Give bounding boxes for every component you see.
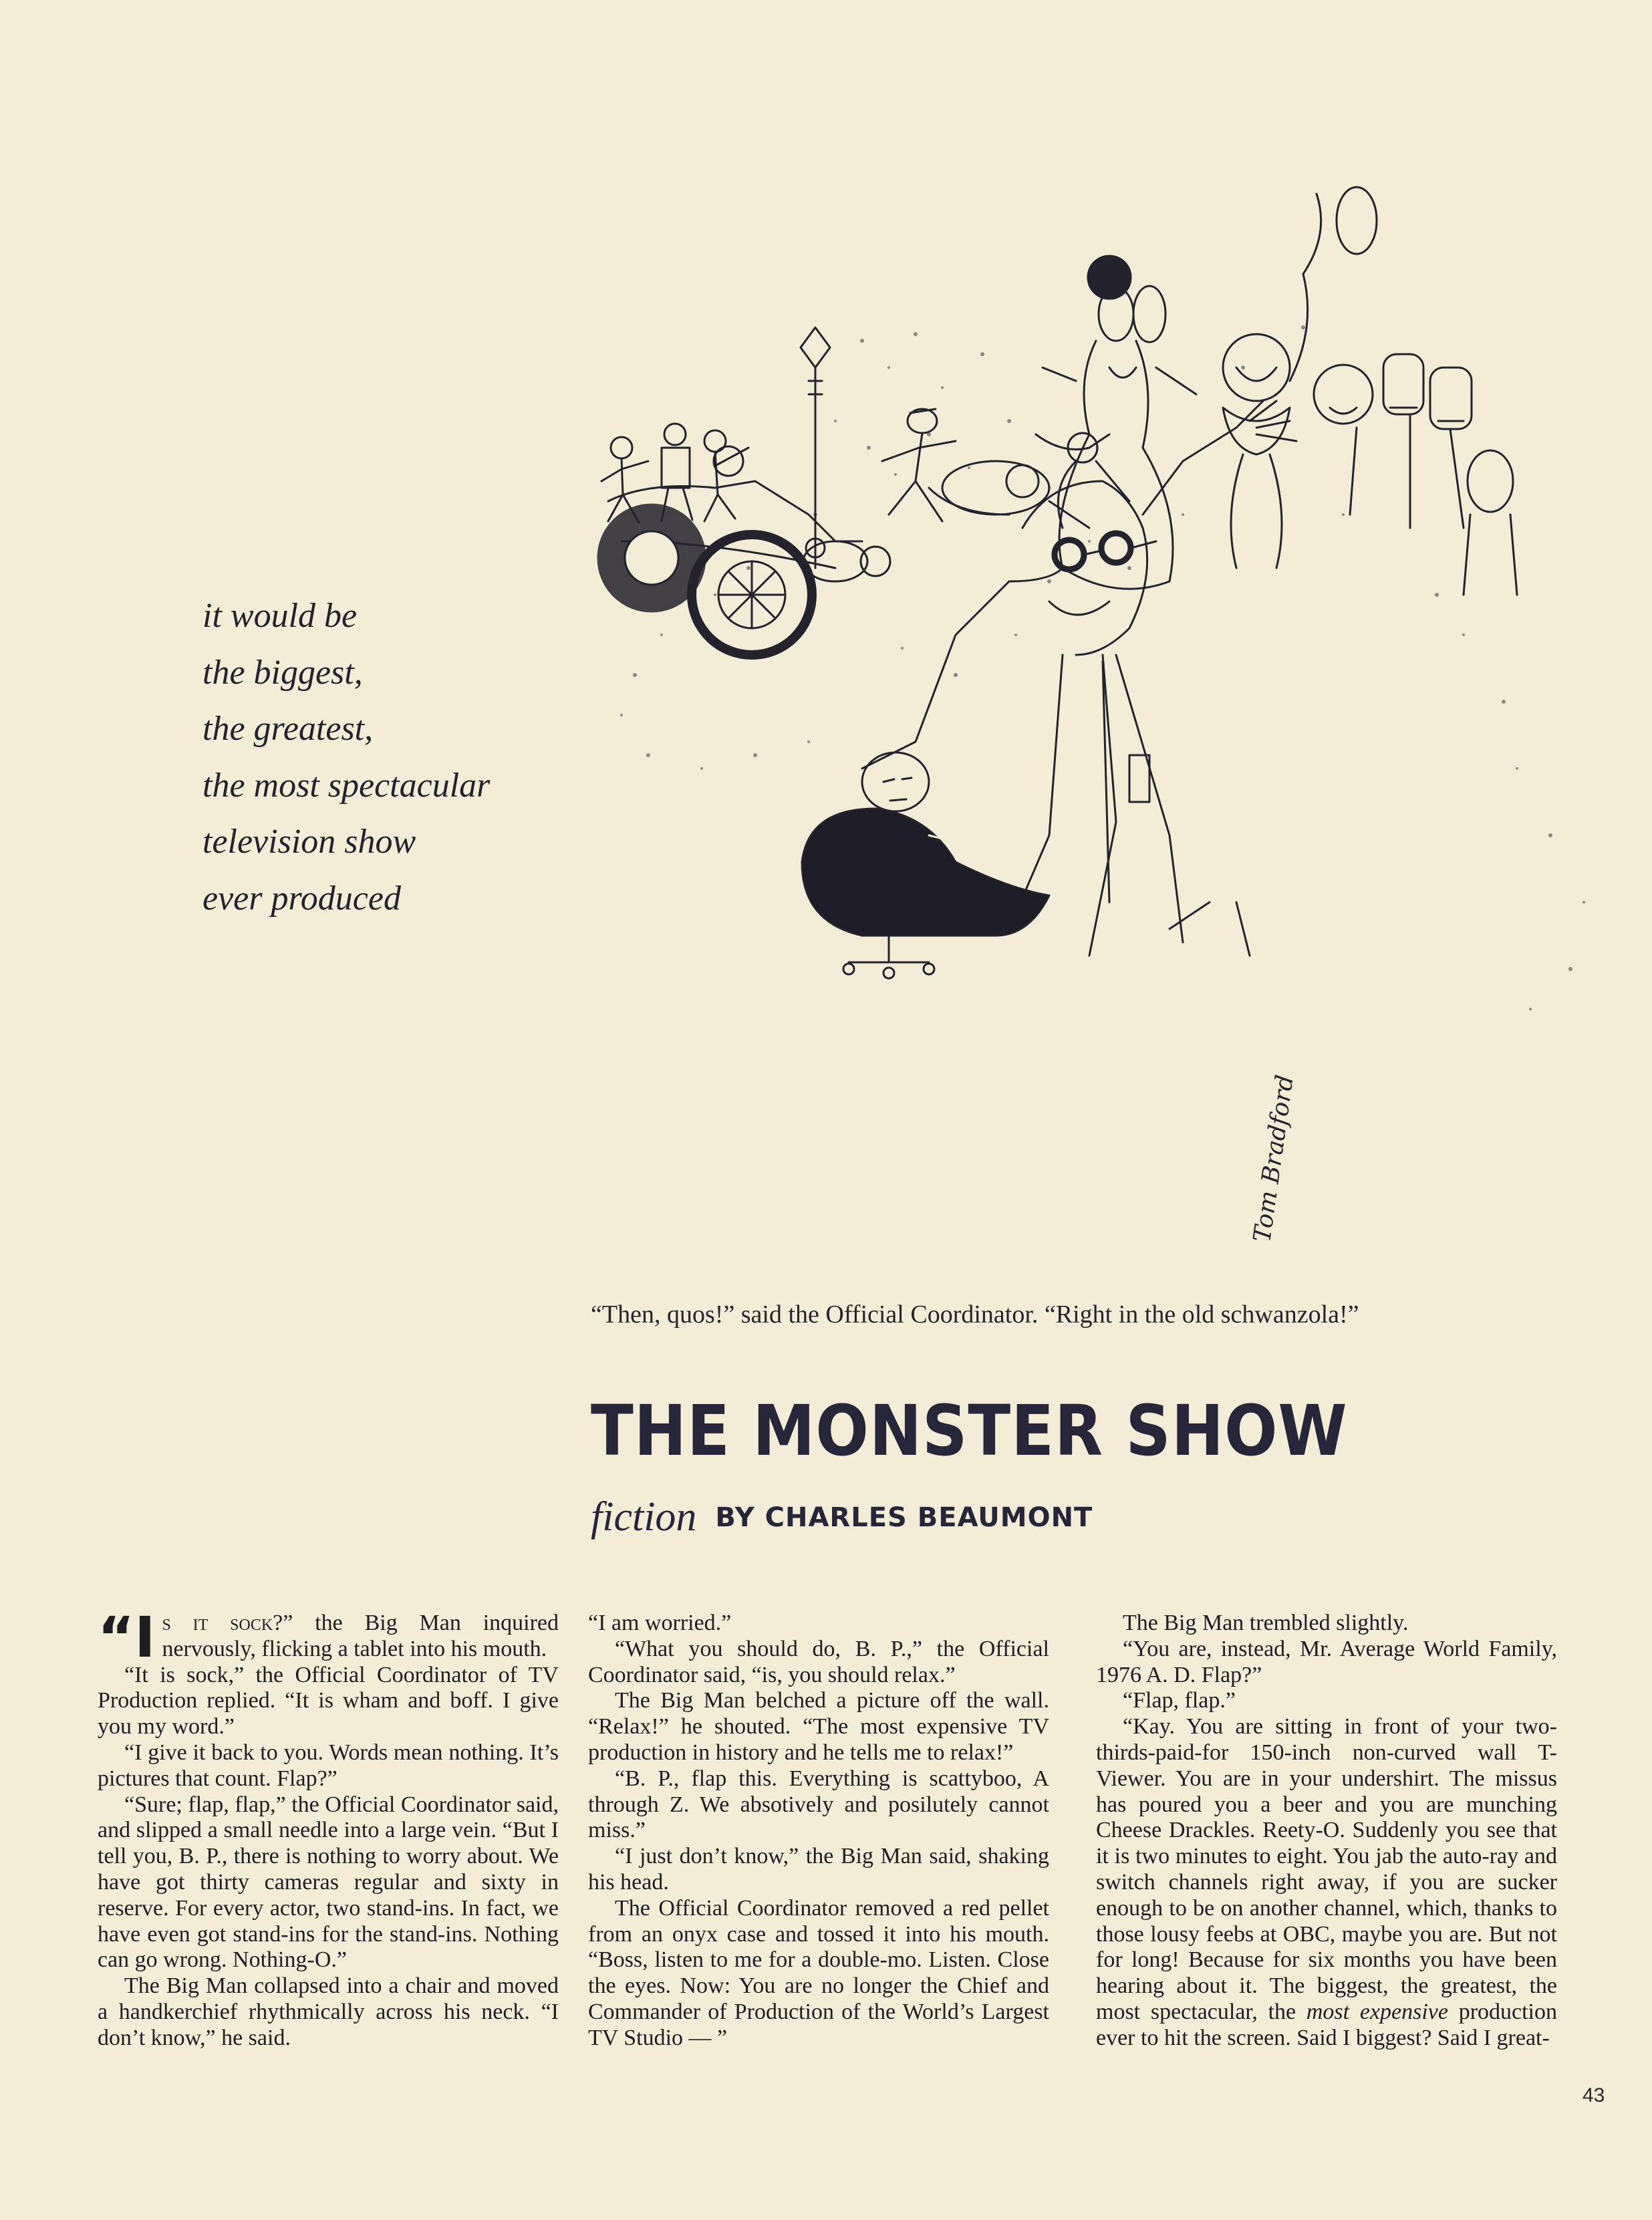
teaser-line: the greatest,	[202, 710, 374, 748]
teaser-line: it would be	[202, 597, 358, 635]
paragraph: “Sure; flap, flap,” the Official Coordinator said, and slipped a small needle into a large vein. “But I tell you, B. P., there is nothing to worry about. We have got thirty cameras regular and sixty in reserve. For every actor, two stand-ins. In fact, we have even got stand-ins for the stand-ins. Nothing can go wrong. Nothing-O.”	[98, 1792, 559, 1973]
paragraph: “B. P., flap this. Everything is scattyboo, A through Z. We absotively and posilutely cannot miss.”	[588, 1766, 1049, 1843]
paragraph-text: the Big Man inquired nervously, flicking a tablet into his mouth.	[162, 1611, 559, 1661]
cartoon-illustration	[581, 167, 1637, 1263]
text-column-1	[98, 1605, 559, 2052]
paragraph: “I just don’t know,” the Big Man said, shaking his head.	[588, 1844, 1049, 1895]
teaser-line: the most spectacular	[202, 766, 491, 805]
paragraph: “I am worried.”	[588, 1611, 732, 1635]
paragraph: The Big Man trembled slightly.	[1123, 1611, 1409, 1635]
byline	[591, 1494, 1093, 1541]
big-man-in-chair	[802, 752, 1049, 978]
paragraph: “It is sock,” the Official Coordinator of TV Production replied. “It is wham and boff. I give you my word.”	[98, 1662, 559, 1740]
illustration-caption: “Then, quos!” said the Official Coordinator. “Right in the old schwanzola!”	[591, 1300, 1359, 1329]
running-man	[882, 409, 956, 521]
paragraph	[98, 1605, 559, 1670]
drop-cap: “I	[98, 1605, 156, 1670]
paragraph: The Big Man collapsed into a chair and moved a handkerchief rhythmically across his neck. “I don’t know,” he said.	[98, 1973, 559, 2050]
genre-label: fiction	[591, 1494, 697, 1540]
teaser-line: television show	[202, 823, 416, 861]
paragraph	[1096, 1714, 1557, 2051]
teaser-pullquote	[202, 588, 577, 927]
author-credit: BY CHARLES BEAUMONT	[715, 1502, 1093, 1533]
clown-figure	[1223, 187, 1377, 568]
paragraph: “What you should do, B. P.,” the Official Coordinator said, “is, you should relax.”	[588, 1636, 1049, 1687]
paragraph-text: production ever to hit the screen. Said I biggest? Said I great-	[1096, 1999, 1557, 2050]
article-title: THE MONSTER SHOW	[591, 1390, 1348, 1472]
paragraph: The Big Man belched a picture off the wall. “Relax!” he shouted. “The most expensive TV production in history and he tells me to relax!”	[588, 1688, 1049, 1765]
paragraph-text: “Kay. You are sitting in front of your two-thirds-paid-for 150-inch non-curved wall T-Viewer. You are in your undershirt. The missus has poured you a beer and you are munching Cheese Drackles. Reety-O. Suddenly you see that it is two minutes to eight. You jab the auto-ray and switch channels right away, if you are sucker enough to be on another channel, which, thanks to those lousy feebs at OBC, maybe you are. But not for long! Because for six months you have been hearing about it. The biggest, the greatest, the most spectacular, the	[1096, 1714, 1557, 2024]
marching-band-figures	[601, 424, 748, 523]
text-column-3	[1096, 1611, 1557, 2052]
audience-faces	[1314, 354, 1517, 595]
small-caps-lead: s it sock?”	[162, 1611, 293, 1635]
paragraph: “I give it back to you. Words mean nothing. It’s pictures that count. Flap?”	[98, 1740, 559, 1791]
emphasis-text: most expensive	[1306, 1999, 1448, 2024]
paragraph: “Flap, flap.”	[1123, 1688, 1236, 1713]
vintage-car	[598, 481, 890, 655]
text-column-2	[588, 1611, 1049, 2052]
page-number: 43	[1582, 2084, 1605, 2106]
teaser-line: the biggest,	[202, 653, 363, 692]
artist-signature: Tom Bradford	[1248, 1073, 1299, 1244]
teaser-line: ever produced	[202, 879, 401, 918]
paragraph: “You are, instead, Mr. Average World Family, 1976 A. D. Flap?”	[1096, 1636, 1557, 1687]
paragraph: The Official Coordinator removed a red pellet from an onyx case and tossed it into his mouth. “Boss, listen to me for a double-mo. Listen. Close the eyes. Now: You are no longer the Chief and Commander of Production of the World’s Largest TV Studio — ”	[588, 1895, 1049, 2050]
